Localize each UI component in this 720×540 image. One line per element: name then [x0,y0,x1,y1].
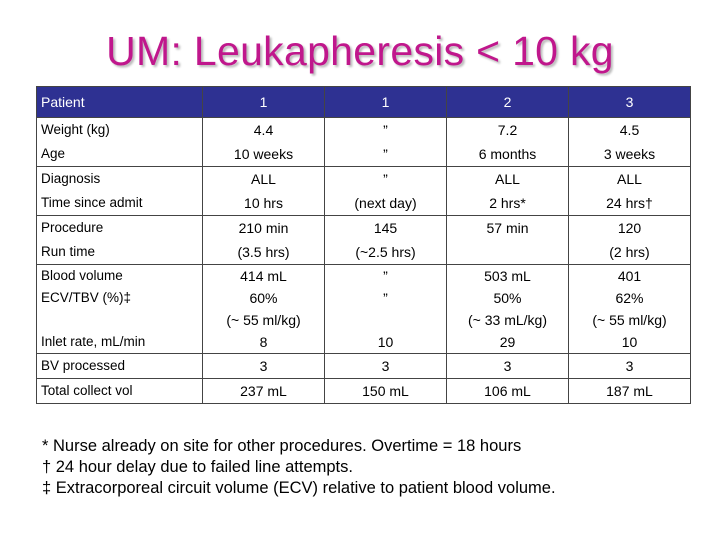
cell-value: 3 [259,358,268,374]
value-cell [569,167,691,216]
row-label: Age [41,146,66,161]
row-label-cell [37,354,203,379]
header-label: Patient [37,87,203,118]
cell-value: (2 hrs) [609,244,650,260]
row-label-cell [37,379,203,404]
value-cell [447,216,569,265]
cell-value [325,309,446,331]
slide-title: UM: Leukapheresis < 10 kg [106,28,614,74]
table-row-group [37,216,691,265]
row-label-cell [37,216,203,265]
cell-value: ” [383,268,388,284]
row-label: Diagnosis [41,171,101,186]
cell-value: ALL [617,171,642,187]
cell-value: 210 min [238,220,289,236]
footnote-delay: † 24 hour delay due to failed line attempts. [42,458,353,476]
cell-value: (3.5 hrs) [237,244,290,260]
cell-value: 3 [503,358,512,374]
cell-value: 4.5 [619,122,640,138]
cell-value: ” [383,290,388,306]
cell-value: 120 [617,220,642,236]
cell-value: 50% [493,290,522,306]
value-cell [447,379,569,404]
cell-value: 2 hrs* [489,195,526,211]
cell-value: 8 [259,334,268,350]
row-label: Total collect vol [41,383,133,398]
value-cell [569,118,691,167]
cell-value: 10 weeks [233,146,294,162]
header-patient-cell: 3 [569,87,691,118]
cell-value: ALL [251,171,276,187]
header-patient-cell: 1 [325,87,447,118]
value-cell [325,354,447,379]
cell-value: ” [383,122,388,138]
value-cell [569,265,691,354]
row-label: BV processed [41,358,126,373]
cell-value: 145 [373,220,398,236]
table-row-group [37,167,691,216]
row-label: Procedure [41,220,104,235]
cell-value: 24 hrs† [606,195,653,211]
row-label: Weight (kg) [41,122,110,137]
value-cell [203,118,325,167]
value-cell [203,354,325,379]
cell-value: 401 [617,268,642,284]
row-label: Blood volume [41,268,123,283]
table-header-row [37,87,691,118]
row-label: Run time [41,244,96,259]
value-cell [325,379,447,404]
cell-value: 503 mL [484,268,531,284]
cell-value: (~2.5 hrs) [355,244,416,260]
cell-value: 3 [381,358,390,374]
cell-value: 106 mL [484,383,531,399]
value-cell [569,354,691,379]
row-label: ECV/TBV (%)‡ [41,290,132,305]
cell-value: (~ 33 mL/kg) [468,312,547,328]
value-cell [203,379,325,404]
cell-value: 10 [377,334,394,350]
value-cell [325,118,447,167]
row-label-cell [37,118,203,167]
table-row-group [37,118,691,167]
value-cell [325,167,447,216]
cell-value: (next day) [354,195,417,211]
footnote-ecv: ‡ Extracorporeal circuit volume (ECV) relative to patient blood volume. [42,479,556,497]
value-cell [203,216,325,265]
row-label: Time since admit [41,195,143,210]
value-cell [447,167,569,216]
cell-value: 10 hrs [244,195,283,211]
cell-value: 10 [621,334,638,350]
patient-table [36,86,691,404]
value-cell [569,216,691,265]
cell-value: 57 min [486,220,529,236]
cell-value: (~ 55 ml/kg) [592,312,667,328]
value-cell [569,379,691,404]
row-label-cell [37,265,203,354]
value-cell [325,265,447,354]
cell-value: 60% [249,290,278,306]
header-patient-cell: 2 [447,87,569,118]
table-row-group [37,379,691,404]
value-cell [203,167,325,216]
row-label [41,309,202,331]
cell-value: 3 [625,358,634,374]
value-cell [447,118,569,167]
header-patient-cell: 1 [203,87,325,118]
cell-value: 3 weeks [603,146,656,162]
cell-value: 6 months [478,146,537,162]
table-row-group [37,265,691,354]
footnotes [42,436,556,499]
row-label-cell [37,167,203,216]
cell-value: 414 mL [240,268,287,284]
cell-value: ” [383,171,388,187]
footnote-nurse: * Nurse already on site for other procedures. Overtime = 18 hours [42,437,522,455]
cell-value: 29 [499,334,516,350]
cell-value [447,240,568,264]
value-cell [325,216,447,265]
cell-value: 4.4 [253,122,274,138]
cell-value: ” [383,146,388,162]
table-row-group [37,354,691,379]
cell-value: 187 mL [606,383,653,399]
cell-value: 150 mL [362,383,409,399]
value-cell [203,265,325,354]
value-cell [447,265,569,354]
cell-value: 237 mL [240,383,287,399]
cell-value: 7.2 [497,122,518,138]
cell-value: (~ 55 ml/kg) [226,312,301,328]
cell-value: 62% [615,290,644,306]
cell-value: ALL [495,171,520,187]
row-label: Inlet rate, mL/min [41,334,146,349]
value-cell [447,354,569,379]
